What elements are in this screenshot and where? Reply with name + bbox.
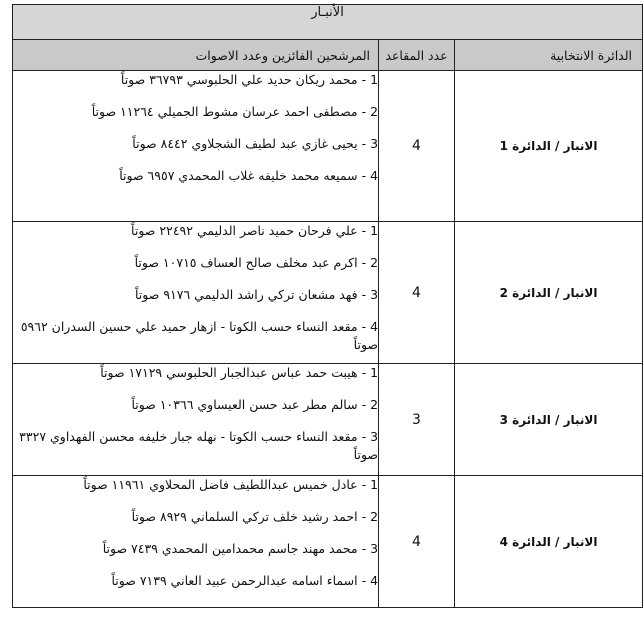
results-table [12, 4, 643, 608]
district-cell: الانبار / الدائرة 4 [455, 476, 643, 608]
candidate-entry: 1 - علي فرحان حميد ناصر الدليمي ٢٢٤٩٢ صوتاً [131, 223, 379, 238]
candidate-entry: 3 - محمد مهند جاسم محمدامين المحمدي ٧٤٣٩ صوتاً [102, 541, 379, 556]
seats-cell: 4 [379, 222, 455, 364]
candidate-entry: 4 - مقعد النساء حسب الكوتا - ازهار حميد علي حسين السدران ٥٩٦٢ صوتاً [20, 319, 379, 352]
candidate-entry: 2 - احمد رشيد خلف تركي السلماني ٨٩٢٩ صوتاً [131, 509, 379, 524]
candidate-entry: 1 - محمد ريكان حديد علي الحلبوسي ٣٦٧٩٣ صوتاً [120, 72, 379, 87]
candidate-entry: 1 - عادل خميس عبداللطيف فاضل المحلاوي ١١٩٦١ صوتاً [83, 477, 379, 492]
header-candidates: المرشحين الفائزين وعدد الاصوات [13, 40, 379, 71]
district-cell: الانبار / الدائرة 3 [455, 364, 643, 476]
candidate-entry: 1 - هيبت حمد عباس عبدالجبار الحلبوسي ١٧١٢٩ صوتاً [100, 365, 379, 380]
table-row [13, 476, 643, 608]
header-district: الدائرة الانتخابية [455, 40, 643, 71]
district-cell: الانبار / الدائرة 2 [455, 222, 643, 364]
candidate-entry: 4 - اسماء اسامه عبدالرحمن عبيد العاني ٧١٣٩ صوتاً [111, 573, 379, 588]
table-row [13, 222, 643, 364]
candidate-entry: 2 - سالم مطر عبد حسن العيساوي ١٠٣٦٦ صوتاً [131, 397, 379, 412]
title-row [13, 5, 643, 40]
candidate-entry: 3 - يحيى غازي عبد لطيف الشجلاوي ٨٤٤٢ صوتاً [132, 136, 379, 151]
table-row [13, 364, 643, 476]
seats-cell: 4 [379, 71, 455, 222]
candidates-cell [13, 476, 379, 608]
table-row [13, 71, 643, 222]
candidate-entry: 4 - سميعه محمد خليفه غلاب المحمدي ٦٩٥٧ صوتاً [119, 168, 379, 183]
district-cell: الانبار / الدائرة 1 [455, 71, 643, 222]
candidates-cell [13, 222, 379, 364]
candidate-entry: 2 - مصطفى احمد عرسان مشوط الجميلي ١١٢٦٤ صوتاً [91, 104, 379, 119]
header-seats: عدد المقاعد [379, 40, 455, 71]
candidates-cell [13, 71, 379, 222]
candidates-cell [13, 364, 379, 476]
header-row [13, 40, 643, 71]
candidate-entry: 2 - اكرم عبد مخلف صالح العساف ١٠٧١٥ صوتاً [134, 255, 379, 270]
candidate-entry: 3 - فهد مشعان تركي راشد الدليمي ٩١٧٦ صوتاً [135, 287, 379, 302]
table-title: الأنبـار [13, 5, 643, 40]
candidate-entry: 3 - مقعد النساء حسب الكوتا - نهله جبار خليفه محسن الفهداوي ٣٣٢٧ صوتاً [19, 429, 379, 462]
seats-cell: 4 [379, 476, 455, 608]
seats-cell: 3 [379, 364, 455, 476]
